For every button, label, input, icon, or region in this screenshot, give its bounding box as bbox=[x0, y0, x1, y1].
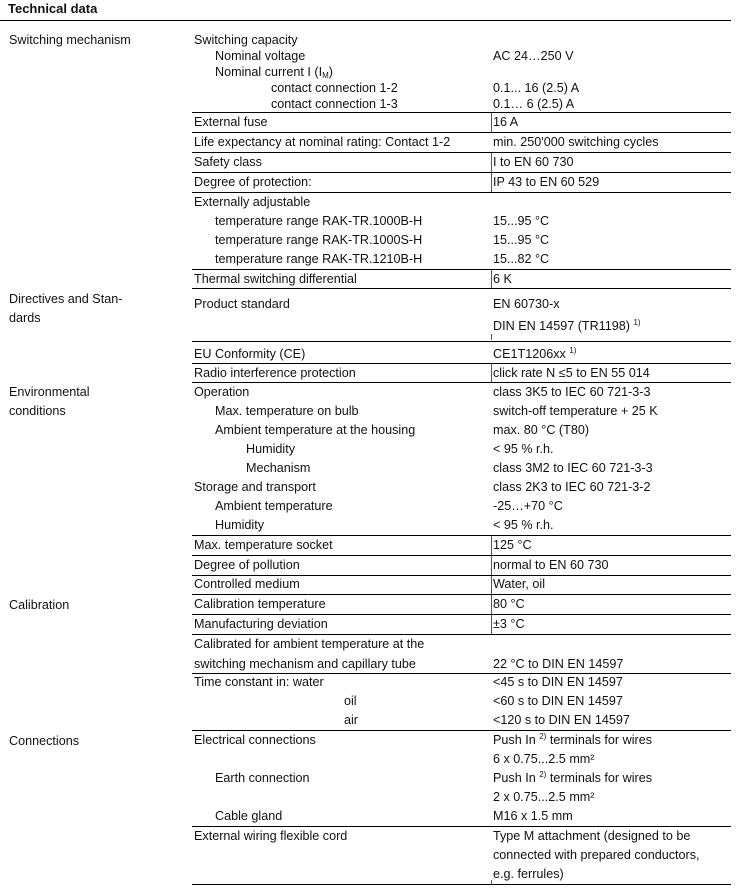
spec-row bbox=[0, 692, 750, 711]
column-divider bbox=[491, 334, 492, 340]
spec-row bbox=[0, 402, 750, 421]
spec-value: Water, oil bbox=[493, 577, 546, 591]
spec-row bbox=[0, 655, 750, 674]
spec-label: Calibration temperature bbox=[194, 597, 326, 611]
row-divider bbox=[192, 884, 731, 885]
spec-label: temperature range RAK-TR.1210B-H bbox=[215, 252, 423, 266]
spec-row bbox=[0, 711, 750, 730]
spec-label: temperature range RAK-TR.1000B-H bbox=[215, 214, 423, 228]
section-environmental-line2: conditions bbox=[9, 404, 66, 418]
row-divider bbox=[192, 288, 731, 289]
spec-value-text: Push In bbox=[493, 733, 540, 747]
spec-row bbox=[0, 536, 750, 555]
spec-row bbox=[0, 516, 750, 535]
spec-value: <45 s to DIN EN 14597 bbox=[493, 675, 623, 689]
spec-value: connected with prepared conductors, bbox=[493, 848, 700, 862]
spec-label: air bbox=[344, 713, 358, 727]
spec-row bbox=[0, 807, 750, 826]
spec-value: min. 250'000 switching cycles bbox=[493, 135, 659, 149]
spec-row bbox=[0, 345, 750, 364]
spec-label: Ambient temperature bbox=[215, 499, 333, 513]
spec-label: Time constant in: water bbox=[194, 675, 324, 689]
spec-label: Operation bbox=[194, 385, 250, 399]
spec-value-text: terminals for wires bbox=[546, 771, 653, 785]
footnote-ref: 1) bbox=[569, 346, 577, 355]
section-directives-line2: dards bbox=[9, 311, 41, 325]
spec-value: 6 K bbox=[493, 272, 512, 286]
spec-row bbox=[0, 575, 750, 594]
spec-label: contact connection 1-3 bbox=[271, 97, 398, 111]
spec-row bbox=[0, 173, 750, 192]
spec-value: 0.1... 16 (2.5) A bbox=[493, 81, 580, 95]
spec-row bbox=[0, 635, 750, 654]
spec-value: 125 °C bbox=[493, 538, 532, 552]
row-divider bbox=[192, 341, 731, 342]
spec-value: I to EN 60 730 bbox=[493, 155, 574, 169]
spec-label-end: ) bbox=[328, 65, 333, 79]
spec-value: class 3K5 to IEC 60 721-3-3 bbox=[493, 385, 651, 399]
spec-label: Earth connection bbox=[215, 771, 310, 785]
spec-row bbox=[0, 769, 750, 788]
spec-value: max. 80 °C (T80) bbox=[493, 423, 590, 437]
spec-row bbox=[0, 133, 750, 152]
spec-value: M16 x 1.5 mm bbox=[493, 809, 573, 823]
spec-row bbox=[0, 478, 750, 497]
spec-value: <60 s to DIN EN 14597 bbox=[493, 694, 623, 708]
spec-label: Controlled medium bbox=[194, 577, 300, 591]
spec-value: 22 °C to DIN EN 14597 bbox=[493, 657, 624, 671]
subscript: M bbox=[322, 71, 329, 80]
spec-value: click rate N ≤5 to EN 55 014 bbox=[493, 366, 650, 380]
spec-value: 15...95 °C bbox=[493, 233, 550, 247]
spec-value: Type M attachment (designed to be bbox=[493, 829, 691, 843]
spec-value: ±3 °C bbox=[493, 617, 525, 631]
footnote-ref: 1) bbox=[633, 318, 641, 327]
section-environmental-line1: Environmental bbox=[9, 385, 90, 399]
spec-label: Safety class bbox=[194, 155, 262, 169]
spec-value: e.g. ferrules) bbox=[493, 867, 564, 881]
spec-label: Humidity bbox=[215, 518, 264, 532]
spec-label: External wiring flexible cord bbox=[194, 829, 348, 843]
spec-value bbox=[493, 317, 641, 336]
spec-value: normal to EN 60 730 bbox=[493, 558, 609, 572]
spec-row bbox=[0, 250, 750, 269]
spec-row bbox=[0, 673, 750, 692]
spec-label: Max. temperature socket bbox=[194, 538, 333, 552]
spec-label: Humidity bbox=[246, 442, 295, 456]
spec-label: Life expectancy at nominal rating: Contact 1-2 bbox=[194, 135, 451, 149]
spec-value: switch-off temperature + 25 K bbox=[493, 404, 658, 418]
spec-value: < 95 % r.h. bbox=[493, 518, 554, 532]
spec-row bbox=[0, 788, 750, 807]
spec-value: <120 s to DIN EN 14597 bbox=[493, 713, 630, 727]
spec-value: EN 60730-x bbox=[493, 297, 560, 311]
spec-value: < 95 % r.h. bbox=[493, 442, 554, 456]
spec-label: Storage and transport bbox=[194, 480, 316, 494]
spec-row bbox=[0, 865, 750, 884]
spec-value: 16 A bbox=[493, 115, 519, 129]
spec-value: 15...95 °C bbox=[493, 214, 550, 228]
spec-label: Switching capacity bbox=[194, 33, 298, 47]
spec-row bbox=[0, 295, 750, 314]
spec-row bbox=[0, 113, 750, 132]
spec-row bbox=[0, 231, 750, 250]
spec-value: 6 x 0.75...2.5 mm² bbox=[493, 752, 595, 766]
spec-row bbox=[0, 440, 750, 459]
spec-label: Degree of pollution bbox=[194, 558, 300, 572]
section-directives-line1: Directives and Stan- bbox=[9, 292, 123, 306]
spec-value: AC 24…250 V bbox=[493, 49, 574, 63]
section-switching-mechanism: Switching mechanism bbox=[9, 33, 131, 47]
section-calibration: Calibration bbox=[9, 598, 70, 612]
spec-row bbox=[0, 595, 750, 614]
spec-label: Calibrated for ambient temperature at the bbox=[194, 637, 425, 651]
spec-label: Product standard bbox=[194, 297, 290, 311]
spec-value: 2 x 0.75...2.5 mm² bbox=[493, 790, 595, 804]
spec-label: Manufacturing deviation bbox=[194, 617, 328, 631]
spec-row bbox=[0, 731, 750, 750]
spec-row bbox=[0, 383, 750, 402]
page-title: Technical data bbox=[8, 1, 98, 16]
spec-label: Cable gland bbox=[215, 809, 283, 823]
spec-value: class 2K3 to IEC 60 721-3-2 bbox=[493, 480, 651, 494]
spec-value-text: CE1T1206xx bbox=[493, 347, 570, 361]
spec-value bbox=[493, 345, 576, 364]
spec-row bbox=[0, 846, 750, 865]
spec-label: External fuse bbox=[194, 115, 268, 129]
spec-row bbox=[0, 364, 750, 383]
spec-value: 15...82 °C bbox=[493, 252, 550, 266]
spec-row bbox=[0, 153, 750, 172]
spec-row bbox=[0, 193, 750, 212]
spec-label: contact connection 1-2 bbox=[271, 81, 398, 95]
section-connections: Connections bbox=[9, 734, 80, 748]
spec-row bbox=[0, 615, 750, 634]
spec-label: switching mechanism and capillary tube bbox=[194, 657, 416, 671]
spec-label: Electrical connections bbox=[194, 733, 316, 747]
spec-value bbox=[493, 731, 652, 750]
spec-row bbox=[0, 212, 750, 231]
spec-value: 0.1… 6 (2.5) A bbox=[493, 97, 575, 111]
spec-row bbox=[0, 270, 750, 289]
spec-value-text: DIN EN 14597 (TR1198) bbox=[493, 319, 634, 333]
spec-row bbox=[0, 497, 750, 516]
spec-value-text: Push In bbox=[493, 771, 540, 785]
spec-label: Degree of protection: bbox=[194, 175, 312, 189]
spec-value: class 3M2 to IEC 60 721-3-3 bbox=[493, 461, 653, 475]
spec-label: temperature range RAK-TR.1000S-H bbox=[215, 233, 423, 247]
spec-value: IP 43 to EN 60 529 bbox=[493, 175, 600, 189]
spec-label: Mechanism bbox=[246, 461, 311, 475]
spec-row bbox=[0, 827, 750, 846]
spec-row bbox=[0, 317, 750, 336]
spec-label: Nominal voltage bbox=[215, 49, 306, 63]
spec-label: Thermal switching differential bbox=[194, 272, 357, 286]
spec-row bbox=[0, 556, 750, 575]
spec-label: Externally adjustable bbox=[194, 195, 311, 209]
spec-label: Radio interference protection bbox=[194, 366, 356, 380]
header-rule bbox=[0, 20, 731, 21]
spec-value: 80 °C bbox=[493, 597, 525, 611]
spec-row bbox=[0, 750, 750, 769]
spec-label: EU Conformity (CE) bbox=[194, 347, 306, 361]
spec-value-text: terminals for wires bbox=[546, 733, 653, 747]
spec-label: oil bbox=[344, 694, 357, 708]
spec-value bbox=[493, 769, 652, 788]
spec-label: Max. temperature on bulb bbox=[215, 404, 359, 418]
footnote-ref: 2) bbox=[539, 732, 547, 741]
footnote-ref: 2) bbox=[539, 770, 547, 779]
spec-row bbox=[0, 459, 750, 478]
spec-label-text: Nominal current I (I bbox=[215, 65, 323, 79]
spec-value: -25…+70 °C bbox=[493, 499, 563, 513]
spec-row bbox=[0, 421, 750, 440]
spec-label: Ambient temperature at the housing bbox=[215, 423, 416, 437]
